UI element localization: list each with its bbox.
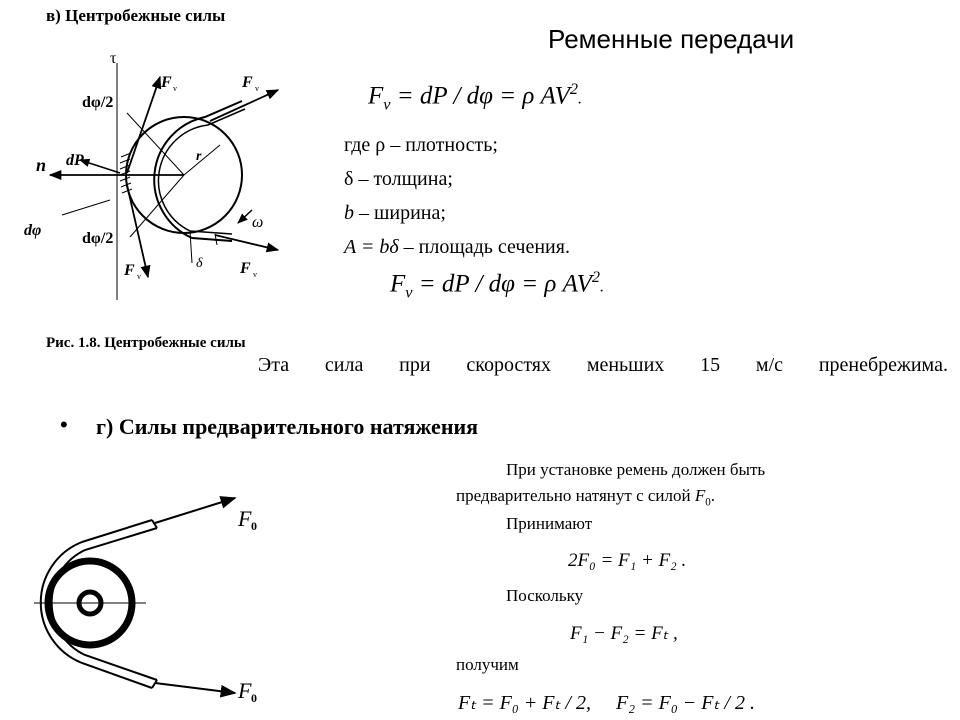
- figure-caption: Рис. 1.8. Центробежные силы: [46, 335, 246, 351]
- f0-bottom-arrow: [155, 683, 235, 693]
- definition-density: где ρ – плотность;: [344, 134, 498, 156]
- equation-2f0: 2F₀ = F₁ + F₂ .: [568, 550, 687, 571]
- get-label: получим: [456, 655, 519, 674]
- n-label: n: [36, 155, 47, 175]
- section-g-heading: г) Силы предварительного натяжения: [96, 414, 479, 439]
- formula-fv-2: $F_v$ = dP / dφ = ρ $AV^2$.: [390, 268, 605, 302]
- belt-element-hatch: [120, 153, 132, 193]
- definition-area: A = bδ – площадь сечения.: [344, 236, 570, 258]
- equation-final: Fₜ = F₀ + Fₜ / 2, F₂ = F₀ − Fₜ / 2 .: [458, 692, 755, 714]
- svg-text:0: 0: [251, 691, 257, 705]
- fv-top-right-arrow: [210, 90, 278, 121]
- dphi-half-top-label: dφ/2: [82, 94, 114, 111]
- equation-ft: F₁ − F₂ = Fₜ ,: [570, 623, 678, 644]
- dp-arrow: [80, 160, 120, 173]
- pretension-text-1: При установке ремень должен быть: [506, 460, 766, 479]
- formula-fv-1: $F_v$ = dP / dφ = ρ $AV^2$.: [368, 80, 583, 114]
- fv-bottom-left-label: F: [124, 262, 135, 279]
- belt-outer: [154, 101, 242, 241]
- fv-top-left-label: F: [161, 74, 172, 91]
- svg-text:v: v: [173, 84, 177, 93]
- f0-top-label: F: [238, 506, 252, 531]
- svg-text:v: v: [137, 272, 141, 281]
- fv-top-right-label: F: [242, 74, 253, 91]
- definition-width: b – ширина;: [344, 202, 446, 224]
- r-label: r: [196, 149, 202, 164]
- fv-bottom-right-arrow: [215, 235, 278, 250]
- svg-text:v: v: [253, 270, 257, 279]
- note-sentence: Эта сила при скоростях меньших 15 м/с пренебрежима.: [258, 354, 948, 376]
- pretension-diagram: [20, 490, 290, 720]
- f0-bottom-label: F: [238, 678, 252, 703]
- definition-thickness: δ – толщина;: [344, 168, 453, 190]
- centrifugal-force-diagram: [20, 45, 310, 335]
- tau-label: τ: [110, 50, 117, 67]
- delta-mark: [190, 231, 192, 263]
- definitions-list: [344, 128, 570, 264]
- delta-label: δ: [196, 256, 203, 271]
- section-b-heading: в) Центробежные силы: [46, 6, 226, 25]
- omega-label: ω: [252, 214, 264, 231]
- fv-bottom-right-label: F: [240, 260, 251, 277]
- slide-title: Ременные передачи: [548, 24, 795, 54]
- svg-text:v: v: [255, 84, 259, 93]
- omega-arrow: [238, 210, 252, 223]
- dphi-half-bottom-label: dφ/2: [82, 230, 114, 247]
- pretension-text-2: предварительно натянут с силой $F_0$.: [456, 486, 716, 509]
- f0-top-arrow: [155, 498, 235, 523]
- dp-label: dP: [66, 152, 84, 169]
- accept-label: Принимают: [506, 514, 593, 533]
- since-label: Поскольку: [506, 586, 584, 605]
- belt-inner: [158, 109, 245, 234]
- svg-text:0: 0: [251, 519, 257, 533]
- dphi-leader: [62, 200, 110, 215]
- bullet: •: [60, 412, 68, 437]
- dphi-label: dφ: [24, 222, 42, 239]
- radius-line: [184, 145, 220, 175]
